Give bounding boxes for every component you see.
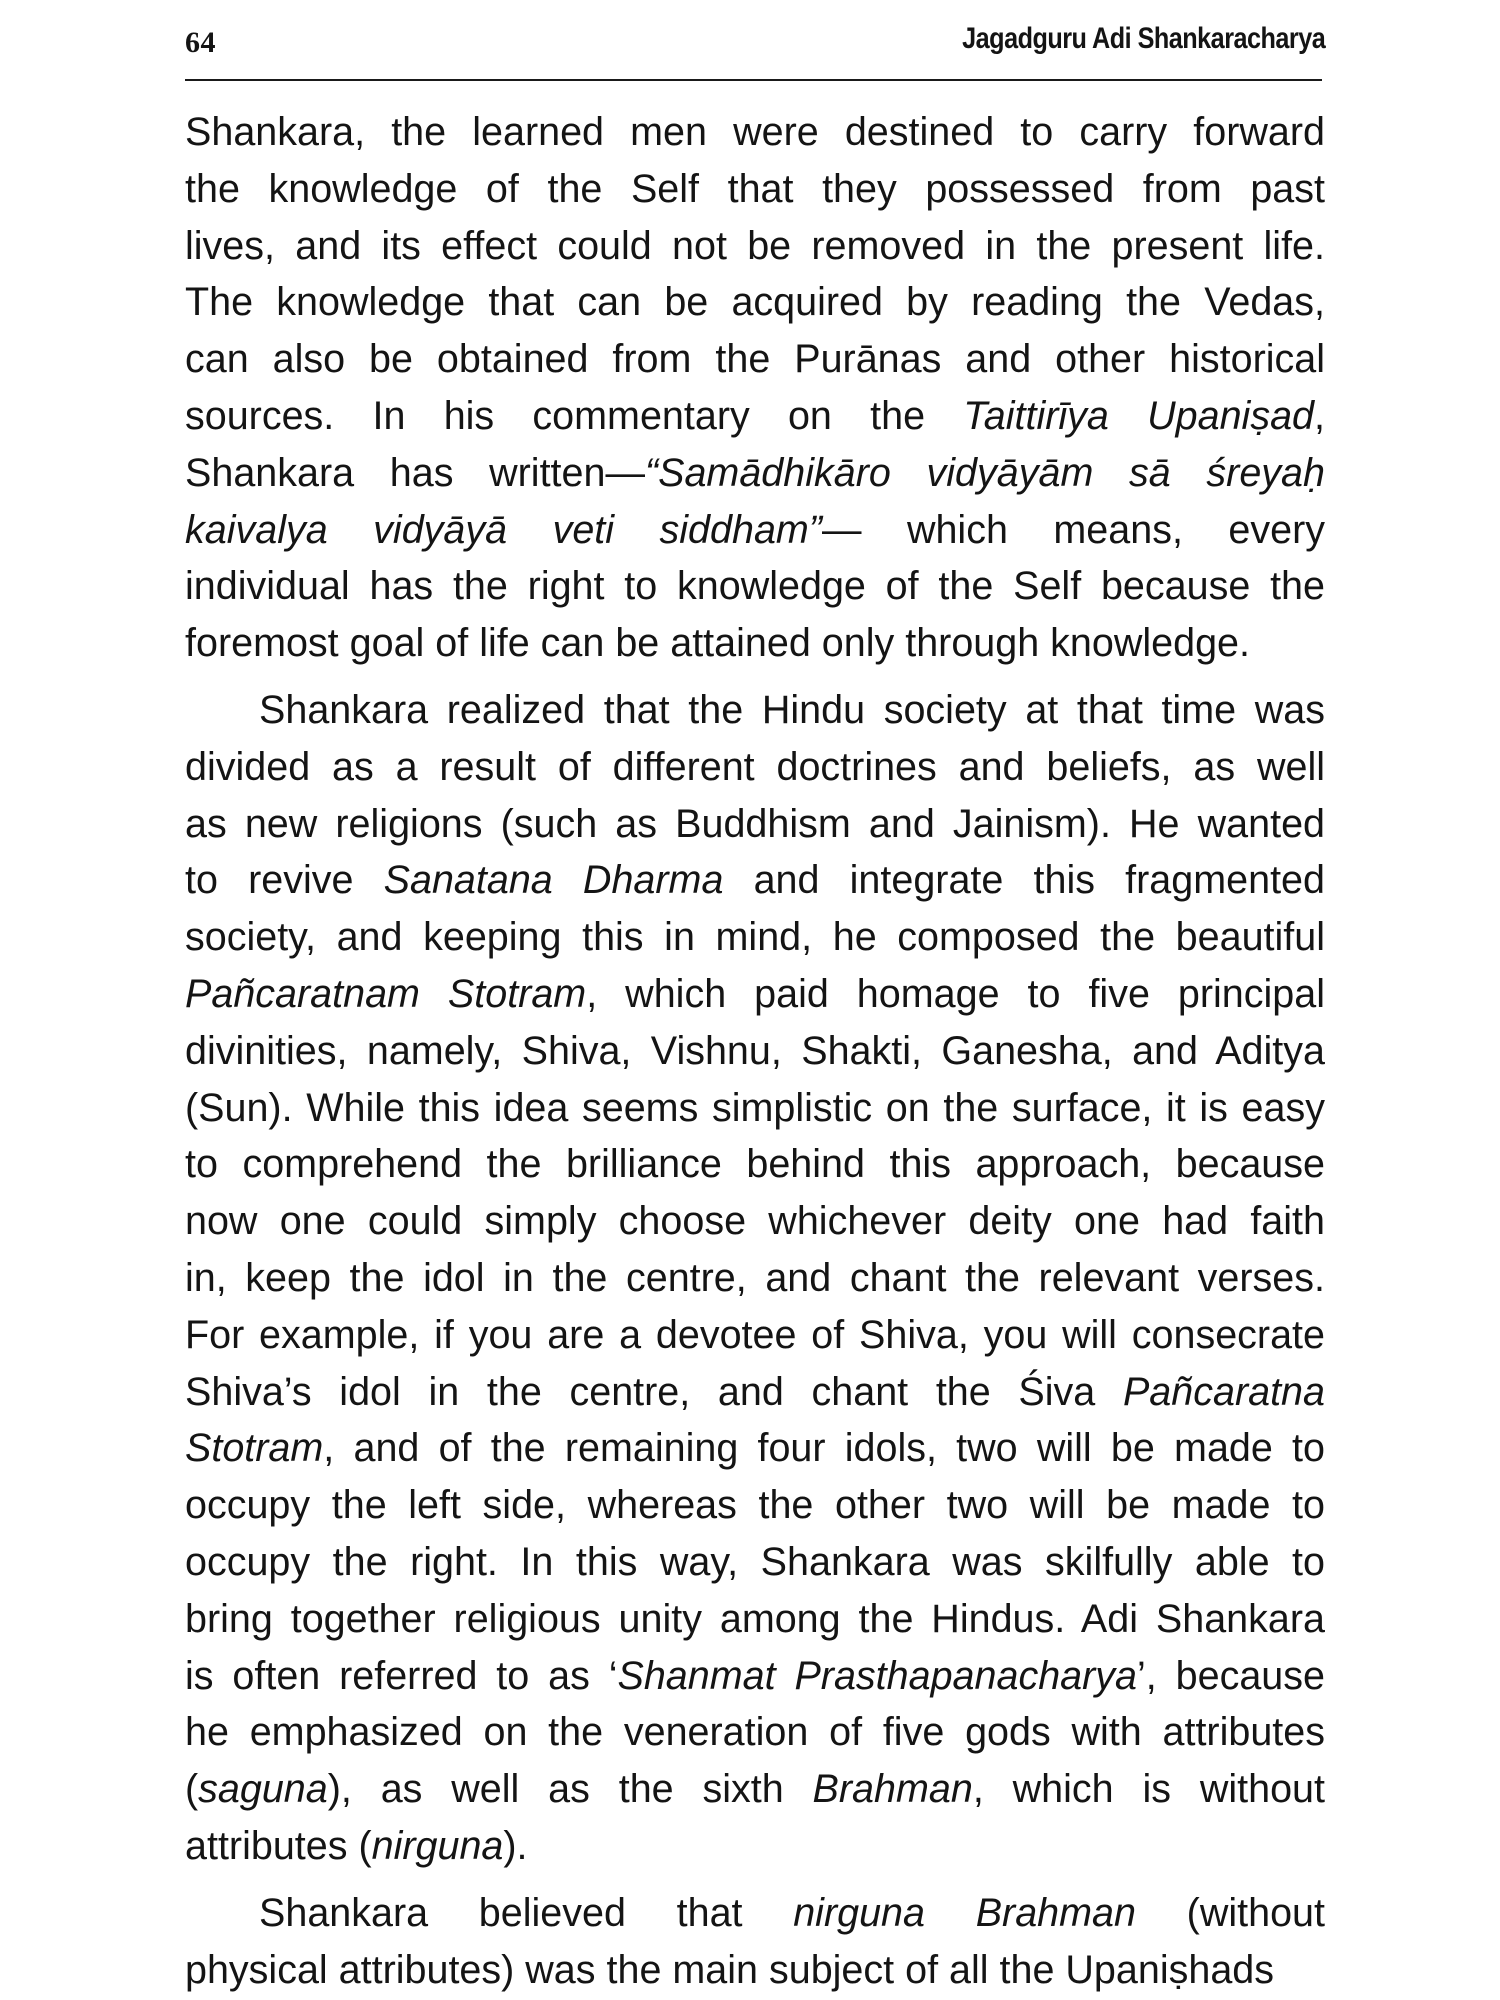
- text-line: [185, 1477, 1325, 1534]
- text-line: [185, 1307, 1325, 1364]
- header-rule: [185, 79, 1322, 81]
- italic-text: nirguna Brahman: [793, 1890, 1136, 1935]
- text-line: [185, 1080, 1325, 1137]
- text-run: The knowledge that can be acquired by reading the Vedas,: [185, 280, 1325, 325]
- text-line: [185, 1420, 1325, 1477]
- text-run: lives, and its effect could not be removed in the present life.: [185, 223, 1325, 268]
- text-run: (: [185, 1767, 199, 1812]
- italic-text: Sanatana Dharma: [383, 858, 724, 903]
- page-number: 64: [185, 26, 216, 59]
- text-line: [185, 445, 1325, 502]
- italic-text: Pañcaratnam Stotram: [185, 971, 587, 1016]
- text-line: [185, 502, 1325, 559]
- text-line: [185, 1818, 1325, 1875]
- text-run: For example, if you are a devotee of Shiva, you will consecrate: [185, 1312, 1325, 1357]
- text-line: [185, 388, 1325, 445]
- text-run: Shankara believed that: [259, 1890, 794, 1935]
- text-run: divided as a result of different doctrines and beliefs, as well: [185, 744, 1325, 789]
- text-line: [185, 615, 1325, 672]
- text-run: ,: [1314, 393, 1326, 438]
- text-line: [185, 739, 1325, 796]
- text-run: as new religions (such as Buddhism and Jainism). He wanted: [185, 801, 1325, 846]
- text-run: , which is without: [972, 1767, 1325, 1812]
- text-run: , which paid homage to five principal: [586, 971, 1326, 1016]
- text-run: foremost goal of life can be attained only through knowledge.: [185, 621, 1250, 666]
- text-line: [185, 909, 1325, 966]
- text-line: [185, 1761, 1325, 1818]
- italic-text: Taittirīya Upaniṣad: [963, 393, 1315, 438]
- text-line: [185, 1885, 1325, 1942]
- text-line: [185, 682, 1325, 739]
- text-line: [185, 1136, 1325, 1193]
- text-run: divinities, namely, Shiva, Vishnu, Shakti, Ganesha, and Aditya: [185, 1028, 1325, 1073]
- text-line: [185, 558, 1325, 615]
- text-run: is often referred to as ‘: [185, 1653, 618, 1698]
- text-run: Shiva’s idol in the centre, and chant the Śiva: [185, 1369, 1123, 1414]
- text-line: [185, 1250, 1325, 1307]
- italic-text: saguna: [198, 1767, 328, 1812]
- text-line: [185, 274, 1325, 331]
- italic-text: kaivalya vidyāyā veti siddham”: [185, 507, 822, 552]
- text-line: [185, 966, 1325, 1023]
- text-run: ), as well as the sixth: [327, 1767, 813, 1812]
- text-run: — which means, every: [821, 507, 1325, 552]
- text-run: (without: [1135, 1890, 1325, 1935]
- text-run: in, keep the idol in the centre, and chant the relevant verses.: [185, 1255, 1325, 1300]
- text-line: [185, 161, 1325, 218]
- italic-text: Shanmat Prasthapanacharya: [617, 1653, 1138, 1698]
- text-line: [185, 1534, 1325, 1591]
- text-line: [185, 1704, 1325, 1761]
- text-line: [185, 852, 1325, 909]
- text-run: attributes (: [185, 1823, 372, 1868]
- text-run: (Sun). While this idea seems simplistic on the surface, it is easy: [185, 1085, 1325, 1130]
- text-line: [185, 218, 1325, 275]
- text-run: now one could simply choose whichever deity one had faith: [185, 1199, 1325, 1244]
- text-run: Shankara, the learned men were destined to carry forward: [185, 110, 1325, 154]
- text-line: [185, 1942, 1325, 1999]
- text-run: individual has the right to knowledge of the Self because the: [185, 564, 1325, 609]
- body-text: [185, 104, 1325, 1998]
- text-run: and integrate this fragmented: [723, 858, 1325, 903]
- italic-text: Pañcaratna: [1122, 1369, 1325, 1414]
- text-run: he emphasized on the veneration of five gods with attributes: [185, 1710, 1325, 1755]
- text-run: bring together religious unity among the Hindus. Adi Shankara: [185, 1596, 1325, 1641]
- text-run: to revive: [185, 858, 384, 903]
- text-run: ’, because: [1137, 1653, 1325, 1698]
- text-run: ).: [503, 1823, 528, 1868]
- text-run: to comprehend the brilliance behind this approach, because: [185, 1142, 1325, 1187]
- paragraph: [185, 104, 1325, 672]
- text-run: can also be obtained from the Purānas and other historical: [185, 337, 1325, 382]
- text-line: [185, 1193, 1325, 1250]
- italic-text: Brahman: [812, 1767, 973, 1812]
- text-run: Shankara realized that the Hindu society at that time was: [259, 687, 1325, 732]
- text-run: , and of the remaining four idols, two will be made to: [323, 1426, 1325, 1471]
- italic-text: nirguna: [371, 1823, 504, 1868]
- text-run: occupy the left side, whereas the other two will be made to: [185, 1483, 1325, 1528]
- text-line: [185, 331, 1325, 388]
- italic-text: “Samādhikāro vidyāyām sā śreyaḥ: [644, 450, 1325, 495]
- running-title: Jagadguru Adi Shankaracharya: [961, 22, 1325, 55]
- paragraph: [185, 682, 1325, 1875]
- text-run: the knowledge of the Self that they possessed from past: [185, 166, 1325, 211]
- text-line: [185, 104, 1325, 161]
- text-line: [185, 1648, 1325, 1705]
- text-line: [185, 1364, 1325, 1421]
- text-line: [185, 1591, 1325, 1648]
- page-header: [185, 18, 1325, 68]
- paragraph: [185, 1885, 1325, 1999]
- text-line: [185, 1023, 1325, 1080]
- italic-text: Stotram: [185, 1426, 324, 1471]
- text-run: physical attributes) was the main subject of all the Upaniṣhads: [185, 1947, 1275, 1992]
- text-run: society, and keeping this in mind, he composed the beautiful: [185, 915, 1325, 960]
- text-run: occupy the right. In this way, Shankara was skilfully able to: [185, 1539, 1325, 1584]
- text-run: sources. In his commentary on the: [185, 393, 964, 438]
- text-run: Shankara has written—: [185, 450, 645, 495]
- text-line: [185, 796, 1325, 853]
